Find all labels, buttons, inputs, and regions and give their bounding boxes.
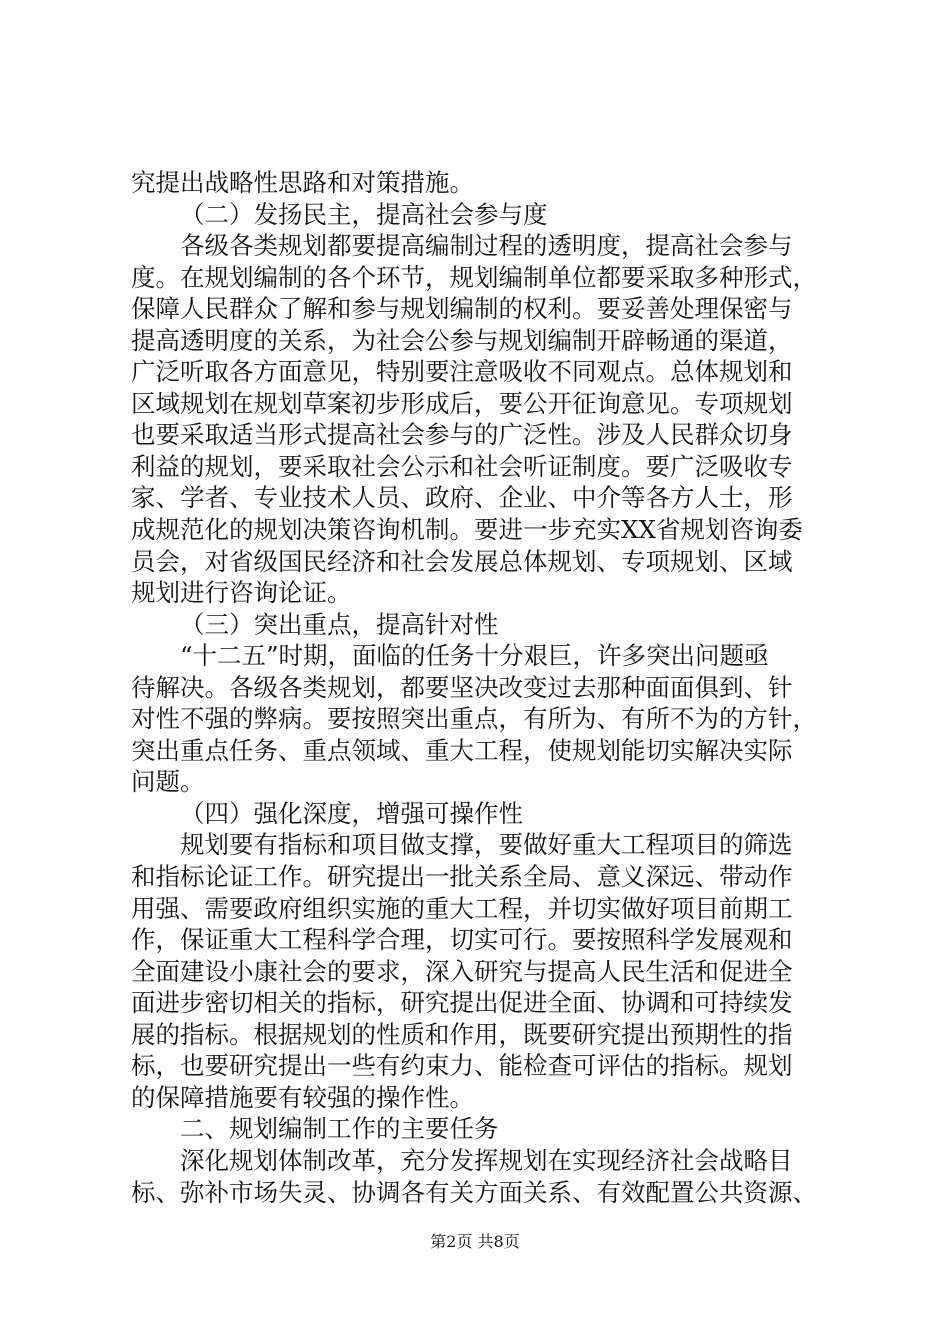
text-line: 保障人民群众了解和参与规划编制的权利。要妥善处理保密与 <box>131 294 793 324</box>
text-line: 和指标论证工作。研究提出一批关系全局、意义深远、带动作 <box>131 862 793 892</box>
text-line: 的保障措施要有较强的操作性。 <box>131 1082 474 1112</box>
text-line: （四）强化深度，增强可操作性 <box>180 798 523 828</box>
text-line: 成规范化的规划决策咨询机制。要进一步充实XX省规划咨询委 <box>131 515 803 545</box>
text-line: 广泛听取各方面意见，特别要注意吸收不同观点。总体规划和 <box>131 357 793 387</box>
text-line: 作，保证重大工程科学合理，切实可行。要按照科学发展观和 <box>131 925 793 955</box>
text-line: 区域规划在规划草案初步形成后，要公开征询意见。专项规划 <box>131 388 793 418</box>
text-line: 标，也要研究提出一些有约束力、能检查可评估的指标。规划 <box>131 1051 793 1081</box>
text-line: 规划要有指标和项目做支撑，要做好重大工程项目的筛选 <box>180 830 793 860</box>
text-line: 度。在规划编制的各个环节，规划编制单位都要采取多种形式， <box>131 262 817 292</box>
text-line: 全面建设小康社会的要求，深入研究与提高人民生活和促进全 <box>131 956 793 986</box>
text-line: 对性不强的弊病。要按照突出重点，有所为、有所不为的方针， <box>131 704 817 734</box>
text-line: 员会，对省级国民经济和社会发展总体规划、专项规划、区域 <box>131 546 793 576</box>
text-line: 面进步密切相关的指标，研究提出促进全面、协调和可持续发 <box>131 988 793 1018</box>
text-line: 展的指标。根据规划的性质和作用，既要研究提出预期性的指 <box>131 1019 793 1049</box>
text-line: 二、规划编制工作的主要任务 <box>180 1114 499 1144</box>
text-line: 提高透明度的关系，为社会公参与规划编制开辟畅通的渠道， <box>131 325 793 355</box>
text-line: 深化规划体制改革，充分发挥规划在实现经济社会战略目 <box>180 1145 793 1175</box>
text-line: 究提出战略性思路和对策措施。 <box>131 168 474 197</box>
text-line: 突出重点任务、重点领域、重大工程，使规划能切实解决实际 <box>131 735 793 765</box>
text-line: （三）突出重点，提高针对性 <box>180 609 499 639</box>
text-line: （二）发扬民主，提高社会参与度 <box>180 199 548 229</box>
document-body <box>131 167 837 1208</box>
text-line: 标、弥补市场失灵、协调各有关方面关系、有效配置公共资源、 <box>131 1177 817 1207</box>
text-line: 利益的规划，要采取社会公示和社会听证制度。要广泛吸收专 <box>131 451 793 481</box>
text-line: 问题。 <box>131 767 205 797</box>
text-line: 规划进行咨询论证。 <box>131 578 352 608</box>
text-line: 家、学者、专业技术人员、政府、企业、中介等各方人士，形 <box>131 483 793 513</box>
page-footer: 第2页 共8页 <box>430 1232 520 1251</box>
text-line: “十二五”时期，面临的任务十分艰巨，许多突出问题亟 <box>180 641 769 671</box>
text-line: 待解决。各级各类规划，都要坚决改变过去那种面面俱到、针 <box>131 672 793 702</box>
text-line: 也要采取适当形式提高社会参与的广泛性。涉及人民群众切身 <box>131 420 793 450</box>
text-line: 用强、需要政府组织实施的重大工程，并切实做好项目前期工 <box>131 893 793 923</box>
text-line: 各级各类规划都要提高编制过程的透明度，提高社会参与 <box>180 231 793 261</box>
